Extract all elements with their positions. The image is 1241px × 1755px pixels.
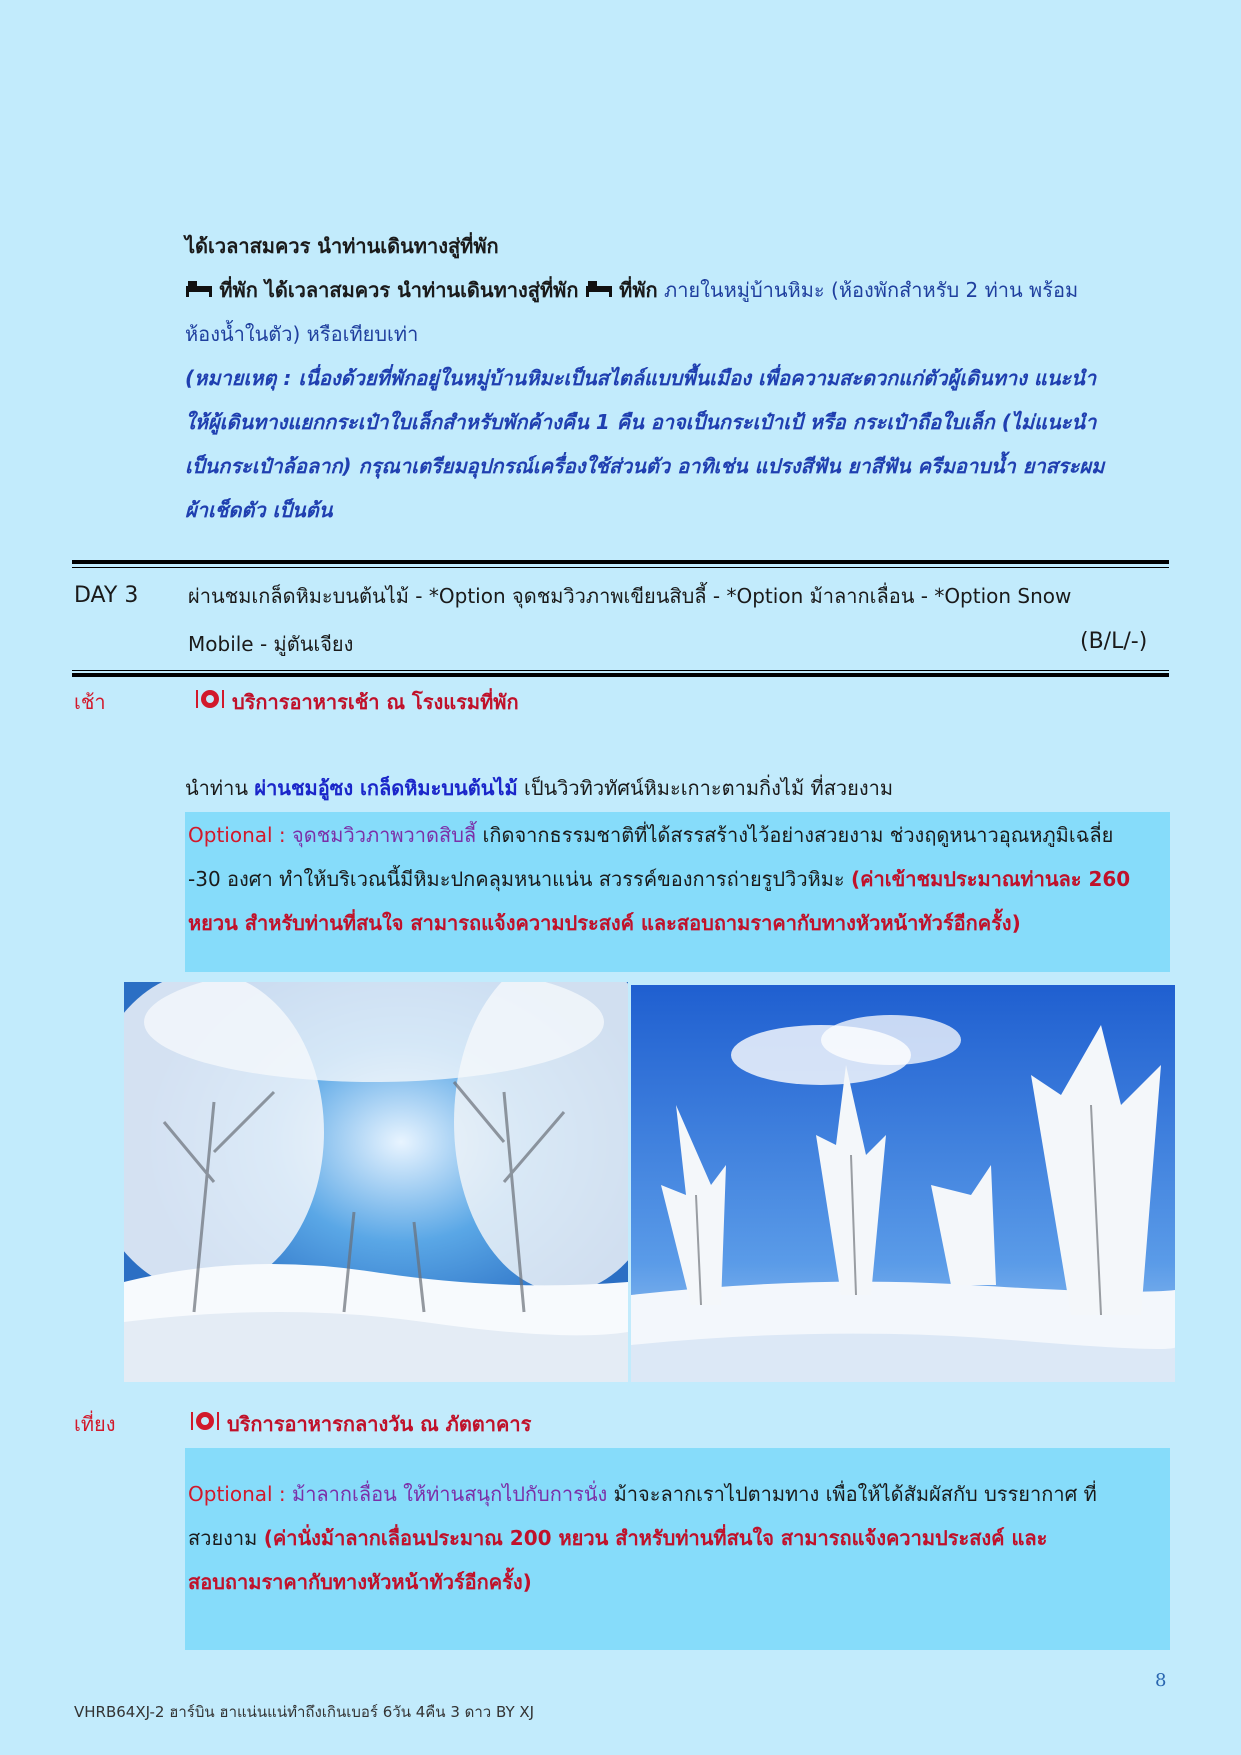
optional-desc-2: -30 องศา ทำให้บริเวณนี้มีหิมะปกคลุมหนาแน่น สวรรค์ของการถ่ายรูปวิวหิมะ xyxy=(188,867,845,891)
breakfast-line xyxy=(195,680,519,726)
optional-label: Optional : xyxy=(188,1482,286,1506)
highlight-text: ผ่านชมอู้ซง เกล็ดหิมะบนต้นไม้ xyxy=(254,776,518,800)
noon-optional-line-1 xyxy=(185,1472,1170,1516)
page-number: 8 xyxy=(1155,1670,1167,1691)
note-line: ให้ผู้เดินทางแยกกระเป๋าใบเล็กสำหรับพักค้างคืน 1 คืน อาจเป็นกระเป๋าเป้ หรือ กระเป๋าถือใบเล็ก (ไม่แนะนำ xyxy=(185,410,1097,434)
optional-desc-2: สวยงาม xyxy=(188,1526,258,1550)
optional-line-1 xyxy=(185,813,1170,857)
bottom-rule xyxy=(72,673,1169,677)
optional-price-2: หยวน สำหรับท่านที่สนใจ สามารถแจ้งความประสงค์ และสอบถามราคากับทางหัวหน้าทัวร์อีกครั้ง) xyxy=(188,911,1021,935)
optional-line-2 xyxy=(185,857,1170,901)
dish-icon xyxy=(190,1404,220,1448)
optional-panel-morning xyxy=(185,812,1170,972)
intro-line: ได้เวลาสมควร นำท่านเดินทางสู่ที่พัก xyxy=(185,234,499,258)
day-title-line2: Mobile - มู่ตันเจียง xyxy=(188,632,354,656)
hotel-note xyxy=(185,356,1170,532)
optional-price: (ค่าเข้าชมประมาณท่านละ 260 xyxy=(851,867,1131,891)
day-label: DAY 3 xyxy=(74,583,139,608)
lunch-text: บริการอาหารกลางวัน ณ ภัตตาคาร xyxy=(226,1412,532,1436)
bed-icon xyxy=(185,270,213,314)
day-meals: (B/L/-) xyxy=(1080,629,1148,654)
snow-forest-photo xyxy=(124,982,628,1382)
morning-lead xyxy=(185,766,893,810)
hotel-label-1: ที่พัก ได้เวลาสมควร นำท่านเดินทางสู่ที่พัก xyxy=(219,278,579,302)
noon-optional-line-2 xyxy=(185,1516,1170,1560)
noon-label: เที่ยง xyxy=(74,1412,116,1436)
footer-text: VHRB64XJ-2 ฮาร์บิน ฮาแน่นแน่ทำถึงเกินเบอร์ 6วัน 4คืน 3 ดาว BY XJ xyxy=(74,1703,535,1721)
top-rule-thin xyxy=(72,567,1169,568)
day-title-line1: ผ่านชมเกล็ดหิมะบนต้นไม้ - *Option จุดชมวิวภาพเขียนสิบลี้ - *Option ม้าลากเลื่อน - *Option Snow xyxy=(188,584,1072,608)
noon-optional-price-2: สอบถามราคากับทางหัวหน้าทัวร์อีกครั้ง) xyxy=(188,1570,532,1594)
optional-price: (ค่านั่งม้าลากเลื่อนประมาณ 200 หยวน สำหรับท่านที่สนใจ สามารถแจ้งความประสงค์ และ xyxy=(263,1526,1048,1550)
optional-desc: ม้าจะลากเราไปตามทาง เพื่อให้ได้สัมผัสกับ บรรยากาศ ที่ xyxy=(613,1482,1097,1506)
bed-icon xyxy=(585,270,613,314)
hotel-detail: ภายในหมู่บ้านหิมะ (ห้องพักสำหรับ 2 ท่าน พร้อม xyxy=(664,278,1079,302)
top-rule xyxy=(72,560,1169,564)
optional-panel-noon xyxy=(185,1448,1170,1650)
lunch-line xyxy=(190,1402,531,1448)
optional-name: จุดชมวิวภาพวาดสิบลี้ xyxy=(292,823,477,847)
hotel-detail-2: ห้องน้ำในตัว) หรือเทียบเท่า xyxy=(185,322,419,346)
rest-text: เป็นวิวทิวทัศน์หิมะเกาะตามกิ่งไม้ ที่สวยงาม xyxy=(523,776,894,800)
hotel-label-2: ที่พัก xyxy=(619,278,658,302)
optional-desc: เกิดจากธรรมชาติที่ได้สรรสร้างไว้อย่างสวยงาม ช่วงฤดูหนาวอุณหภูมิเฉลี่ย xyxy=(482,823,1114,847)
note-line: (หมายเหตุ : เนื่องด้วยที่พักอยู่ในหมู่บ้านหิมะเป็นสไตล์แบบพื้นเมือง เพื่อความสะดวกแก่ตัวผู้เดินทาง แนะนำ xyxy=(185,366,1097,390)
note-line: เป็นกระเป๋าล้อลาก) กรุณาเตรียมอุปกรณ์เครื่องใช้ส่วนตัว อาทิเช่น แปรงสีฟัน ยาสีฟัน ครีมอาบน้ำ ยาสระผม xyxy=(185,454,1105,478)
note-line: ผ้าเช็ดตัว เป็นต้น xyxy=(185,498,333,522)
breakfast-text: บริการอาหารเช้า ณ โรงแรมที่พัก xyxy=(231,690,519,714)
optional-label: Optional : xyxy=(188,823,286,847)
morning-label: เช้า xyxy=(74,690,106,714)
dish-icon xyxy=(195,682,225,726)
optional-name: ม้าลากเลื่อน ให้ท่านสนุกไปกับการนั่ง xyxy=(292,1482,608,1506)
lead-text: นำท่าน xyxy=(185,776,248,800)
bottom-rule-thin xyxy=(72,670,1169,671)
snow-trees-photo xyxy=(631,985,1175,1382)
hotel-line xyxy=(185,268,1165,314)
